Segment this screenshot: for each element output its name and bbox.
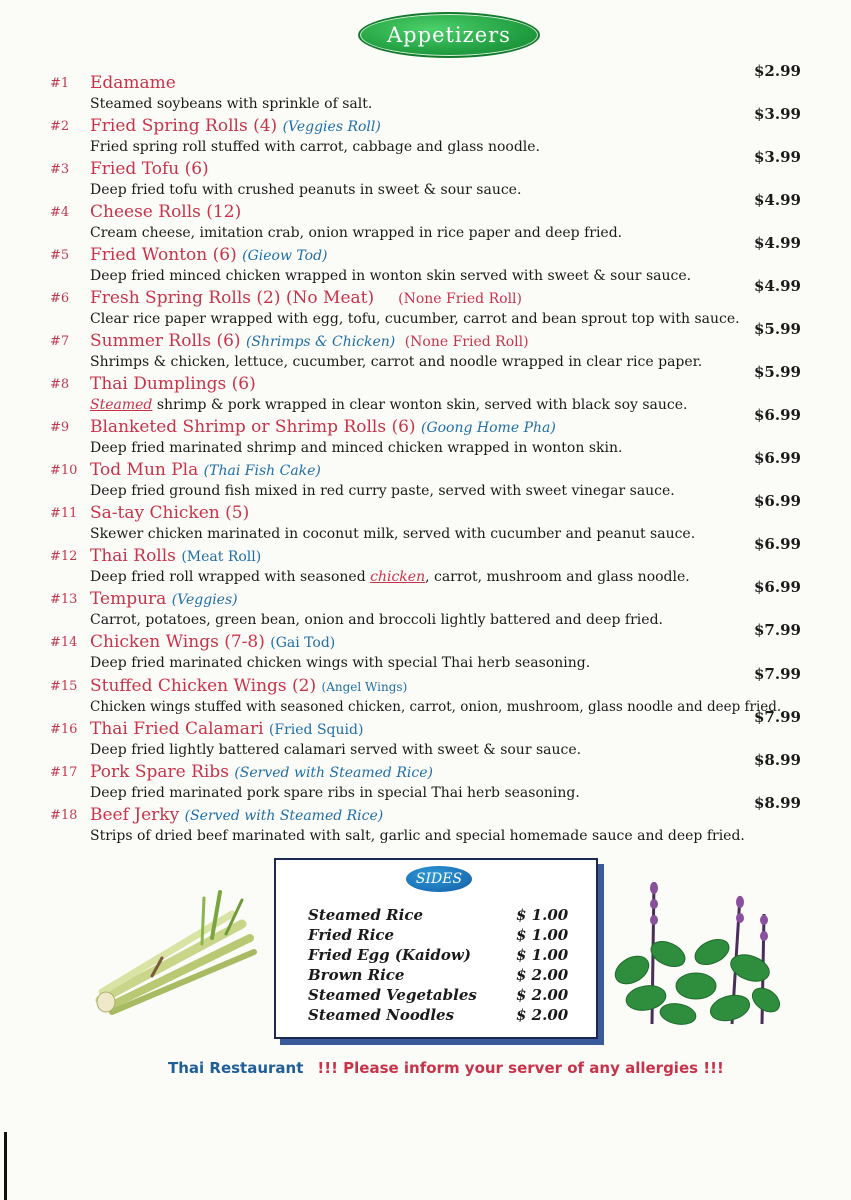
menu-item (0, 665, 851, 720)
item-number: #13 (50, 592, 78, 607)
side-price: $ 1.00 (516, 926, 569, 944)
menu-item (0, 277, 851, 332)
side-item (308, 966, 578, 986)
item-description: Deep fried minced chicken wrapped in wonton skin served with sweet & sour sauce. (90, 268, 692, 284)
item-subtitle-alt: (None Fried Roll) (404, 334, 529, 350)
menu-item (0, 148, 851, 203)
item-name: Thai Rolls (Meat Roll) (90, 546, 262, 566)
item-subtitle: (Angel Wings) (321, 680, 408, 694)
item-description: Deep fried marinated shrimp and minced chicken wrapped in wonton skin. (90, 440, 623, 456)
menu-item (0, 363, 851, 418)
item-name: Stuffed Chicken Wings (2) (Angel Wings) (90, 676, 408, 696)
item-subtitle: (Meat Roll) (181, 549, 262, 565)
side-item (308, 946, 578, 966)
allergy-warning: !!! Please inform your server of any allergies !!! (317, 1059, 724, 1077)
item-description: Cream cheese, imitation crab, onion wrapped in rice paper and deep fried. (90, 225, 623, 241)
item-description: Deep fried roll wrapped with seasoned chicken, carrot, mushroom and glass noodle. (90, 569, 690, 585)
item-description: Deep fried marinated pork spare ribs in special Thai herb seasoning. (90, 785, 580, 801)
item-name: Chicken Wings (7-8) (Gai Tod) (90, 632, 336, 652)
item-number: #14 (50, 635, 78, 650)
menu-item (0, 794, 851, 849)
item-name: Edamame (90, 73, 176, 93)
item-price: $7.99 (754, 708, 801, 726)
lemongrass-illustration (92, 888, 262, 1020)
side-name: Steamed Noodles (308, 1006, 455, 1024)
sides-box (274, 858, 598, 1039)
side-name: Fried Egg (Kaidow) (308, 946, 471, 964)
side-price: $ 2.00 (516, 1006, 569, 1024)
menu-item (0, 578, 851, 633)
item-price: $7.99 (754, 665, 801, 683)
item-name: Blanketed Shrimp or Shrimp Rolls (6) (Goong Home Pha) (90, 417, 556, 437)
item-price: $5.99 (754, 320, 801, 338)
side-name: Brown Rice (308, 966, 405, 984)
menu-item (0, 105, 851, 160)
menu-item (0, 492, 851, 547)
menu-item (0, 449, 851, 504)
item-number: #18 (50, 808, 78, 823)
item-name: Thai Fried Calamari (Fried Squid) (90, 719, 364, 739)
item-name: Beef Jerky (Served with Steamed Rice) (90, 805, 384, 825)
menu-item (0, 234, 851, 289)
side-price: $ 2.00 (516, 986, 569, 1004)
item-number: #1 (50, 76, 70, 91)
menu-item (0, 751, 851, 806)
sides-title: SIDES (406, 866, 472, 892)
item-number: #10 (50, 463, 78, 478)
item-subtitle: (Gai Tod) (270, 635, 336, 651)
menu-item (0, 535, 851, 590)
item-price: $3.99 (754, 105, 801, 123)
side-item (308, 926, 578, 946)
item-description: Deep fried marinated chicken wings with special Thai herb seasoning. (90, 655, 591, 671)
side-item (308, 906, 578, 926)
item-name: Sa-tay Chicken (5) (90, 503, 250, 523)
item-number: #15 (50, 679, 78, 694)
item-price: $8.99 (754, 751, 801, 769)
item-name: Fried Tofu (6) (90, 159, 209, 179)
item-name: Fried Wonton (6) (Gieow Tod) (90, 245, 328, 265)
item-subtitle: (Served with Steamed Rice) (234, 765, 433, 781)
side-item (308, 986, 578, 1006)
item-subtitle: (Veggies) (171, 592, 238, 608)
side-price: $ 1.00 (516, 906, 569, 924)
item-name: Fresh Spring Rolls (2) (No Meat) (None Fried Roll) (90, 288, 522, 308)
item-description: Carrot, potatoes, green bean, onion and broccoli lightly battered and deep fried. (90, 612, 663, 628)
item-price: $5.99 (754, 363, 801, 381)
menu-item (0, 320, 851, 375)
side-price: $ 1.00 (516, 946, 569, 964)
item-number: #3 (50, 162, 70, 177)
item-name: Tod Mun Pla (Thai Fish Cake) (90, 460, 321, 480)
item-name: Tempura (Veggies) (90, 589, 238, 609)
menu-item (0, 621, 851, 676)
thai-basil-illustration (612, 874, 784, 1034)
item-description: Steamed shrimp & pork wrapped in clear wonton skin, served with black soy sauce. (90, 397, 688, 413)
item-subtitle: (Gieow Tod) (242, 248, 328, 264)
item-subtitle: (Fried Squid) (268, 722, 364, 738)
item-description: Clear rice paper wrapped with egg, tofu, cucumber, carrot and bean sprout top with sauce. (90, 311, 740, 327)
item-subtitle: (Shrimps & Chicken) (245, 334, 396, 350)
side-item (308, 1006, 578, 1026)
item-price: $6.99 (754, 449, 801, 467)
item-price: $6.99 (754, 492, 801, 510)
item-description: Fried spring roll stuffed with carrot, cabbage and glass noodle. (90, 139, 540, 155)
item-number: #2 (50, 119, 70, 134)
item-description: Chicken wings stuffed with seasoned chicken, carrot, onion, mushroom, glass noodle and deep fried. (90, 699, 782, 715)
item-description: Strips of dried beef marinated with salt, garlic and special homemade sauce and deep fried. (90, 828, 745, 844)
item-number: #8 (50, 377, 70, 392)
side-name: Steamed Vegetables (308, 986, 477, 1004)
item-price: $3.99 (754, 148, 801, 166)
item-name: Cheese Rolls (12) (90, 202, 242, 222)
side-price: $ 2.00 (516, 966, 569, 984)
item-price: $4.99 (754, 277, 801, 295)
item-number: #17 (50, 765, 78, 780)
item-price: $2.99 (754, 62, 801, 80)
side-name: Fried Rice (308, 926, 395, 944)
item-number: #9 (50, 420, 70, 435)
side-name: Steamed Rice (308, 906, 423, 924)
item-price: $6.99 (754, 578, 801, 596)
item-number: #6 (50, 291, 70, 306)
menu-item (0, 191, 851, 246)
item-number: #16 (50, 722, 78, 737)
item-description: Shrimps & chicken, lettuce, cucumber, carrot and noodle wrapped in clear rice paper. (90, 354, 703, 370)
menu-item (0, 406, 851, 461)
item-subtitle: (Served with Steamed Rice) (184, 808, 384, 824)
item-description: Deep fried tofu with crushed peanuts in sweet & sour sauce. (90, 182, 522, 198)
item-name: Thai Dumplings (6) (90, 374, 256, 394)
item-price: $6.99 (754, 535, 801, 553)
item-number: #5 (50, 248, 70, 263)
menu-item (0, 708, 851, 763)
item-subtitle: (Goong Home Pha) (420, 420, 556, 436)
item-subtitle: (Thai Fish Cake) (203, 463, 321, 479)
item-subtitle: (None Fried Roll) (398, 291, 522, 307)
item-description: Steamed soybeans with sprinkle of salt. (90, 96, 373, 112)
restaurant-name: Thai Restaurant (168, 1059, 304, 1077)
item-description: Deep fried ground fish mixed in red curry paste, served with sweet vinegar sauce. (90, 483, 675, 499)
item-name: Summer Rolls (6) (Shrimps & Chicken) (None Fried Roll) (90, 331, 529, 351)
item-price: $8.99 (754, 794, 801, 812)
page-edge (4, 1132, 7, 1200)
item-number: #7 (50, 334, 70, 349)
section-title: Appetizers (358, 12, 540, 58)
item-number: #11 (50, 506, 78, 521)
footer-note (168, 1059, 724, 1077)
item-price: $7.99 (754, 621, 801, 639)
item-description: Skewer chicken marinated in coconut milk, served with cucumber and peanut sauce. (90, 526, 696, 542)
item-name: Fried Spring Rolls (4) (Veggies Roll) (90, 116, 381, 136)
item-price: $4.99 (754, 191, 801, 209)
item-number: #4 (50, 205, 70, 220)
item-price: $4.99 (754, 234, 801, 252)
menu-item (0, 62, 851, 117)
item-number: #12 (50, 549, 78, 564)
item-price: $6.99 (754, 406, 801, 424)
item-name: Pork Spare Ribs (Served with Steamed Rice) (90, 762, 433, 782)
item-subtitle: (Veggies Roll) (282, 119, 381, 135)
item-description: Deep fried lightly battered calamari served with sweet & sour sauce. (90, 742, 582, 758)
